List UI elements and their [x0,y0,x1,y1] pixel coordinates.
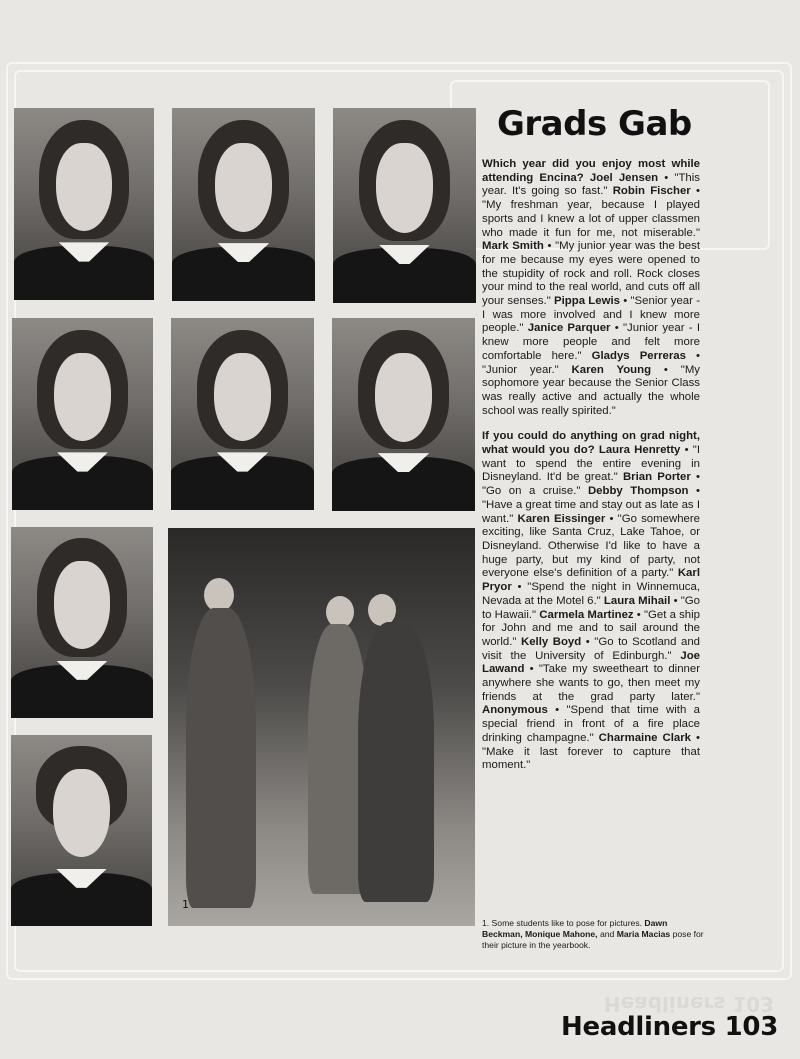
quote-text: • "My junior year was the best for me because my eyes were opened to the stupidity of rock and roll. Rock closes your mind to the real world, and cuts off all your senses." [482,240,700,308]
portrait-photo [11,527,153,718]
student-name: Dawn Beckman, Monique Mahone, [482,918,668,939]
quote-text: pose for their picture in the yearbook. [482,929,704,950]
student-name: Anonymous [482,704,548,717]
article-body [482,158,700,785]
portrait-photo [11,735,152,926]
portrait-photo [333,108,476,303]
portrait-photo [332,318,475,511]
quote-text: • "Senior year - I was more involved and I knew more people." [482,295,700,335]
portrait-photo [172,108,315,301]
student-name: Mark Smith [482,240,544,253]
student-name: Kelly Boyd [520,635,582,648]
quote-text: • "My freshman year, because I played sports and I knew a lot of upper classmen who made it fun for me, not miserable." [482,185,701,239]
student-name: Brian Porter [622,471,691,484]
footer-bleedthrough: Headliners 103 [603,992,774,1016]
quote-text: • "Go on a cruise." [482,471,700,498]
quote-text: and [597,929,617,939]
quote-text: • "Go somewhere exciting, like Santa Cruz, Lake Tahoe, or Disneyland. Otherwise I'd like to have a huge party, but my kind of party, not everyone else's definition of a party." [482,512,700,580]
student-name: Robin Fischer [612,185,691,198]
student-name: Karen Young [571,363,652,376]
article-paragraph-2 [482,430,700,773]
photo-caption [482,918,704,951]
quote-text: • "Go to Hawaii." [482,594,700,621]
question-text: Which year did you enjoy most while attending Encina? [482,158,700,184]
portrait-photo [171,318,314,510]
question-text: If you could do anything on grad night, what would you do? [482,430,700,457]
quote-text: • "Take my sweetheart to dinner anywhere she wants to go, then meet my friends at the grad party later." [482,663,700,703]
quote-text: • "This year. It's going so fast." [482,171,700,198]
student-name: Joel Jensen [583,171,659,184]
quote-text: • "Junior year - I knew more people and felt more comfortable here." [482,322,700,362]
student-name: Gladys Perreras [591,349,686,362]
quote-text: • "I want to spend the entire evening in Disneyland. It'd be great." [482,444,700,484]
quote-text: 1. Some students like to pose for pictures. [482,918,645,928]
student-name: Laura Henretty [594,444,681,457]
student-name: Maria Macias [616,929,671,939]
student-name: Debby Thompson [587,485,689,498]
photo-number: 1 [182,898,189,911]
portrait-photo [14,108,154,300]
quote-text: • "Junior year." [482,349,701,376]
article-paragraph-1 [482,158,700,418]
quote-text: • "Make it last forever to capture that moment." [482,731,701,772]
student-name: Charmaine Clark [598,731,692,744]
student-name: Janice Parquer [527,322,611,335]
quote-text: • "Spend the night in Winnemuca, Nevada at the Motel 6." [482,581,700,607]
quote-text: • "Have a great time and stay out as late as I want." [482,485,700,525]
page-footer: Headliners 103 [561,1012,778,1042]
student-name: Carmela Martinez [539,608,634,621]
student-name: Karen Eissinger [517,512,606,525]
article-title: Grads Gab [497,104,692,144]
student-name: Joe Lawand [482,649,700,676]
quote-text: • "Go to Scotland and visit the University of Edinburgh." [482,635,701,662]
quote-text: • "Get a ship for John and me and to sail around the world." [482,608,700,648]
quote-text: • "Spend that time with a special friend in front of a fire place drinking champagne." [482,704,700,744]
portrait-photo [12,318,153,510]
student-name: Laura Mihail [603,594,671,607]
student-name: Pippa Lewis [554,295,620,308]
group-candid-photo [168,528,475,926]
student-name: Karl Pryor [482,567,700,594]
quote-text: • "My sophomore year because the Senior Class was really active and actually the whole school was really spirited." [482,363,701,417]
